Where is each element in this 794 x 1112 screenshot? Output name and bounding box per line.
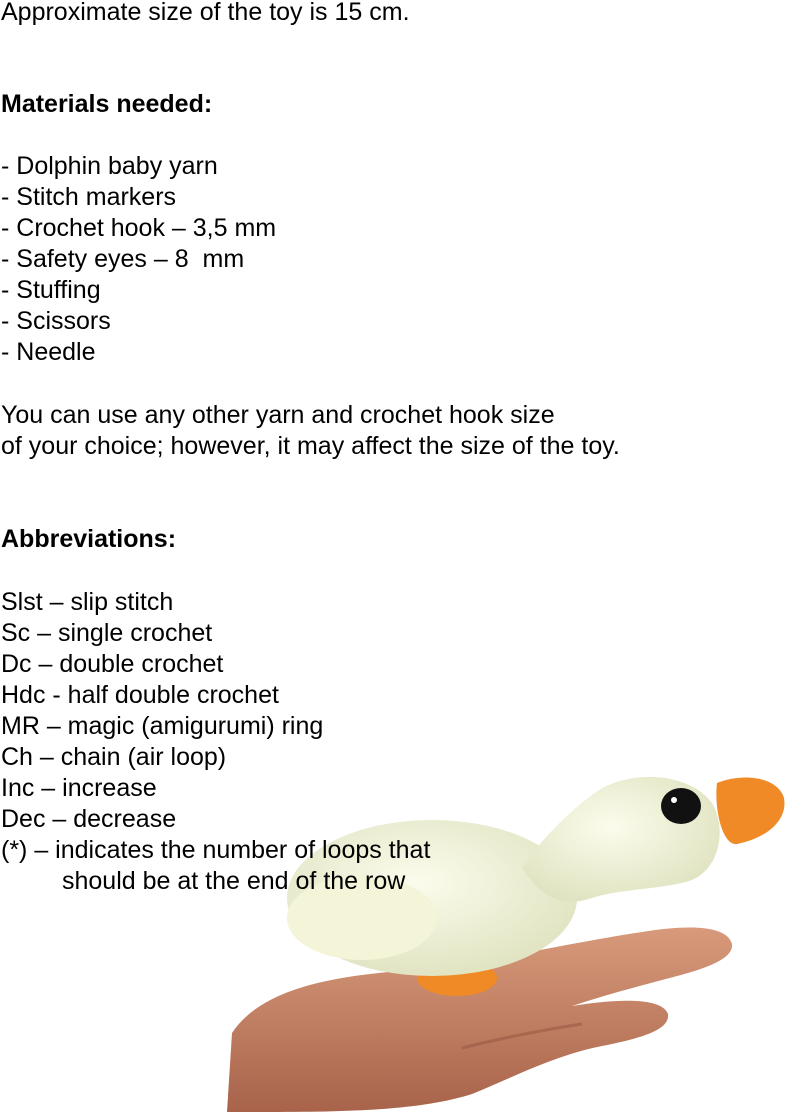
materials-item: - Stuffing bbox=[1, 276, 101, 304]
abbreviation-item: Slst – slip stitch bbox=[1, 588, 174, 616]
materials-item: - Safety eyes – 8 mm bbox=[1, 245, 245, 273]
abbreviation-continuation: should be at the end of the row bbox=[62, 867, 406, 895]
materials-item: - Dolphin baby yarn bbox=[1, 152, 218, 180]
materials-heading: Materials needed: bbox=[1, 90, 213, 118]
duck-eye bbox=[661, 788, 701, 824]
abbreviation-item: Ch – chain (air loop) bbox=[1, 743, 227, 771]
abbreviation-item: Dec – decrease bbox=[1, 805, 177, 833]
duck-toy-photo bbox=[222, 748, 794, 1112]
materials-item: - Stitch markers bbox=[1, 183, 177, 211]
materials-item: - Crochet hook – 3,5 mm bbox=[1, 214, 277, 242]
abbreviation-item: (*) – indicates the number of loops that bbox=[1, 836, 431, 864]
duck-beak bbox=[716, 778, 784, 845]
abbreviation-item: Dc – double crochet bbox=[1, 650, 224, 678]
yarn-note: You can use any other yarn and crochet hook size bbox=[1, 401, 555, 429]
abbreviations-heading: Abbreviations: bbox=[1, 525, 177, 553]
abbreviation-item: Sc – single crochet bbox=[1, 619, 213, 647]
intro-text: Approximate size of the toy is 15 cm. bbox=[1, 0, 410, 26]
yarn-note: of your choice; however, it may affect the size of the toy. bbox=[1, 432, 620, 460]
abbreviation-item: MR – magic (amigurumi) ring bbox=[1, 712, 324, 740]
materials-item: - Scissors bbox=[1, 307, 111, 335]
abbreviation-item: Inc – increase bbox=[1, 774, 157, 802]
materials-item: - Needle bbox=[1, 338, 96, 366]
abbreviation-item: Hdc - half double crochet bbox=[1, 681, 279, 709]
